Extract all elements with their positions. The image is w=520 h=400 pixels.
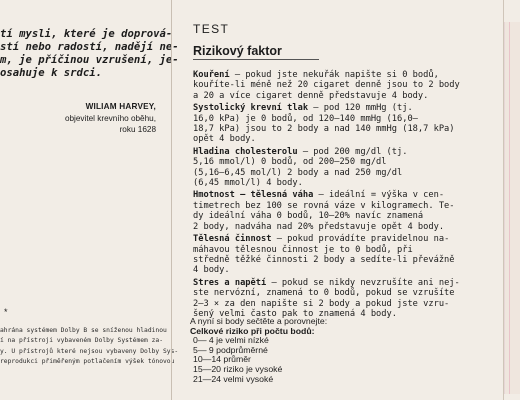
author-year: roku 1628 <box>119 125 156 134</box>
factor-text: 18,7 kPa) jsou to 2 body a nad 140 mmHg (18,7 kPa) <box>193 124 455 135</box>
factor-name: Tělesná činnost <box>193 234 272 245</box>
risk-factor-list <box>193 70 515 321</box>
factor-weight <box>193 190 515 232</box>
factor-name: Hladina cholesterolu <box>193 146 298 157</box>
factor-text: šený velmi často pak to znamená 4 body. <box>193 308 397 319</box>
test-heading: TEST <box>193 22 230 36</box>
quote-line: tí mysli, které je doprová- <box>0 28 173 40</box>
factor-stress <box>193 278 515 320</box>
fine-print-line: y. U přístrojů které nejsou vybaveny Dolby Sys- <box>0 347 179 355</box>
factor-text: — pod 200 mg/dl (tj. <box>297 146 408 157</box>
scoring-section <box>190 317 510 384</box>
score-range: 15—20 riziko je vysoké <box>193 363 283 374</box>
factor-text: 5,16 mmol/l) 0 bodů, od 200—250 mg/dl <box>193 157 387 168</box>
factor-text: středně těžké činnosti 2 body a sedíte-li převážně <box>193 254 455 265</box>
factor-text: timetrech bez 100 se rovná váze v kilogramech. Te- <box>193 200 455 211</box>
factor-physical-activity <box>193 234 515 276</box>
factor-name: Kouření <box>193 70 230 80</box>
factor-text: a 20 a více cigaret denně představuje 4 body. <box>193 90 429 101</box>
factor-text: opět 4 body. <box>193 134 256 145</box>
factor-text: (5,16—6,45 mol/l) 2 body a nad 250 mg/dl <box>193 167 403 178</box>
score-range: 0— 4 je velmi nízké <box>193 335 269 346</box>
score-ranges <box>190 336 510 384</box>
score-range: 5— 9 podprůměrné <box>193 344 268 355</box>
fine-print-line: ahrána systémem Dolby B se sníženou hladinou <box>0 327 167 334</box>
quote-author <box>65 101 156 136</box>
edge-tab <box>504 22 520 394</box>
edge-stripe <box>509 22 510 394</box>
factor-text: ste nervózní, znamená to 0 bodů, pokud se vzrušíte <box>193 288 455 299</box>
factor-text: 16,0 kPa) je 0 bodů, od 120—140 mmHg (16,0— <box>193 113 418 124</box>
quote-line: osahuje k srdci. <box>0 67 103 79</box>
factor-text: kouříte-li méně než 20 cigaret denně jsou to 2 body <box>193 80 460 91</box>
fine-print-line: í na přístroji vybaveném Dolby Systémem za- <box>0 337 164 345</box>
factor-name: Stres a napětí <box>193 277 267 288</box>
score-range: 10—14 průměr <box>193 354 251 365</box>
harvey-quote <box>0 28 179 80</box>
asterisk-mark: * <box>4 307 8 317</box>
factor-text: — ideální = výška v cen- <box>313 190 445 201</box>
total-risk-title: Celkové riziko při počtu bodů: <box>190 325 315 336</box>
factor-name: Hmotnost — tělesná váha <box>193 190 314 201</box>
fine-print-line: reprodukci přiměřeným potlačením výšek tónovou <box>0 357 175 365</box>
factor-blood-pressure <box>193 103 515 145</box>
factor-text: — pokud jste nekuřák napište si 0 bodů, <box>229 70 439 80</box>
scoring-intro: A nyní si body sečtěte a porovnejte: <box>190 316 328 326</box>
factor-name: Systolický krevní tlak <box>193 103 309 114</box>
quote-line: stí nebo radostí, nadějí ne- <box>0 41 179 53</box>
left-panel <box>0 0 179 400</box>
factor-text: máhavou tělesnou činnost je to 0 bodů, při <box>193 244 413 255</box>
factor-cholesterol <box>193 147 515 189</box>
factor-smoking <box>193 70 515 101</box>
author-name: WILIAM HARVEY, <box>85 102 156 111</box>
factor-text: 4 body. <box>193 265 230 276</box>
right-panel <box>178 0 520 400</box>
factor-text: (6,45 mmol/l) 4 body. <box>193 178 303 189</box>
factor-text: dy ideální váha 0 bodů, 10—20% navíc znamená <box>193 211 424 222</box>
fold-line <box>171 0 172 400</box>
factor-text: — pokud se nikdy nevzrušíte ani nej- <box>266 277 460 288</box>
factor-text: — pokud provádíte pravidelnou na- <box>271 234 450 245</box>
risk-factor-title: Rizikový faktor <box>193 44 282 58</box>
score-range: 21—24 velmi vysoké <box>193 373 274 384</box>
factor-text: — pod 120 mmHg (tj. <box>308 103 413 114</box>
dolby-note <box>0 326 179 367</box>
quote-line: m, je příčinou vzrušení, je- <box>0 54 179 66</box>
factor-text: 2—3 × za den napište si 2 body a pokud jste vzru- <box>193 298 450 309</box>
author-role: objevitel krevního oběhu, <box>64 113 156 123</box>
factor-text: 2 body, nadváha nad 20% představuje opět 4 body. <box>193 221 445 232</box>
title-underline <box>193 59 319 60</box>
